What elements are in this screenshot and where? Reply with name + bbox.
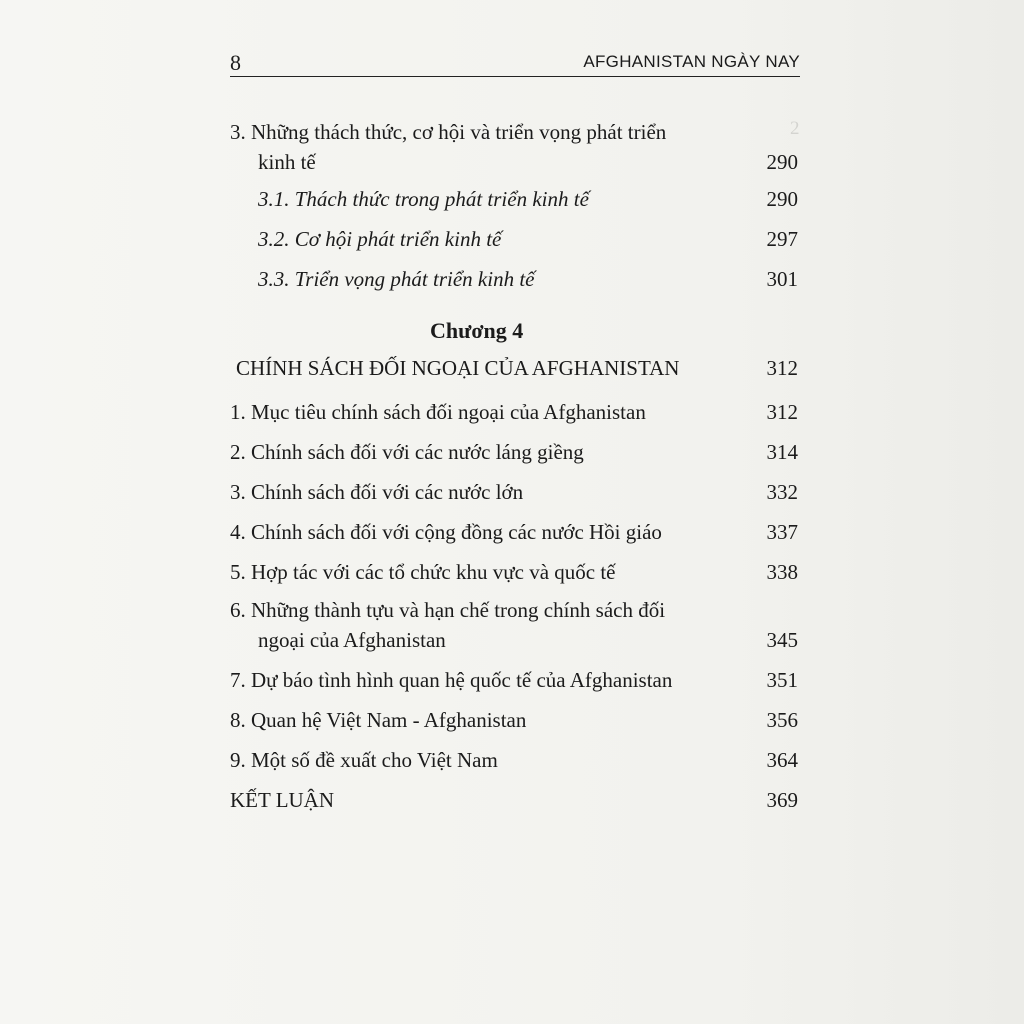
toc-page-number: 290 bbox=[766, 187, 798, 211]
toc-page-number: 297 bbox=[766, 227, 798, 251]
toc-entry-text: 5. Hợp tác với các tổ chức khu vực và quốc tế bbox=[230, 560, 616, 584]
toc-entry bbox=[0, 560, 1024, 594]
page-number: 8 bbox=[230, 50, 241, 75]
toc-entry bbox=[0, 598, 1024, 632]
toc-page-number: 314 bbox=[766, 440, 798, 464]
toc-page-number: 364 bbox=[766, 748, 798, 772]
toc-page-number: 345 bbox=[766, 628, 798, 652]
toc-page-number: 337 bbox=[766, 520, 798, 544]
page-header bbox=[230, 44, 800, 77]
chapter-title-row bbox=[0, 356, 1024, 390]
toc-entry-text: 1. Mục tiêu chính sách đối ngoại của Afghanistan bbox=[230, 400, 646, 424]
toc-entry-text: 6. Những thành tựu và hạn chế trong chính sách đối bbox=[230, 598, 666, 622]
toc-entry bbox=[0, 628, 1024, 662]
toc-entry bbox=[0, 668, 1024, 702]
toc-entry-text: 3. Chính sách đối với các nước lớn bbox=[230, 480, 524, 504]
toc-entry-text: 3. Những thách thức, cơ hội và triển vọng phát triển bbox=[230, 120, 667, 144]
chapter-title: CHÍNH SÁCH ĐỐI NGOẠI CỦA AFGHANISTAN bbox=[236, 356, 680, 380]
toc-subentry bbox=[0, 267, 1024, 301]
toc-entry-text: 7. Dự báo tình hình quan hệ quốc tế của Afghanistan bbox=[230, 668, 673, 692]
running-title: AFGHANISTAN NGÀY NAY bbox=[583, 52, 800, 71]
toc-page-number: 356 bbox=[766, 708, 798, 732]
toc-entry bbox=[0, 120, 1024, 154]
toc-page-number: 351 bbox=[766, 668, 798, 692]
toc-page-number: 312 bbox=[766, 400, 798, 424]
toc-subentry-text: 3.1. Thách thức trong phát triển kinh tế bbox=[258, 187, 589, 211]
toc-page-number: 338 bbox=[766, 560, 798, 584]
conclusion-title: KẾT LUẬN bbox=[230, 788, 335, 812]
toc-entry bbox=[0, 400, 1024, 434]
toc-entry bbox=[0, 708, 1024, 742]
toc-entry-text-continued: kinh tế bbox=[258, 150, 316, 174]
toc-entry-conclusion bbox=[0, 788, 1024, 822]
toc-entry bbox=[0, 440, 1024, 474]
toc-page-number: 369 bbox=[766, 788, 798, 812]
toc-page-number: 312 bbox=[766, 356, 798, 380]
toc-page-number: 290 bbox=[766, 150, 798, 174]
toc-entry-text: 8. Quan hệ Việt Nam - Afghanistan bbox=[230, 708, 527, 732]
toc-subentry-text: 3.3. Triển vọng phát triển kinh tế bbox=[258, 267, 535, 291]
bleed-through: 2 bbox=[790, 118, 800, 139]
toc-entry-text-continued: ngoại của Afghanistan bbox=[258, 628, 446, 652]
toc-entry bbox=[0, 748, 1024, 782]
toc-page-number: 301 bbox=[766, 267, 798, 291]
chapter-label: Chương 4 bbox=[430, 318, 524, 343]
toc-subentry bbox=[0, 227, 1024, 261]
toc-entry-text: 2. Chính sách đối với các nước láng giềng bbox=[230, 440, 584, 464]
toc-subentry-text: 3.2. Cơ hội phát triển kinh tế bbox=[258, 227, 502, 251]
toc-subentry bbox=[0, 187, 1024, 221]
toc-page-number: 332 bbox=[766, 480, 798, 504]
toc-entry-text: 9. Một số đề xuất cho Việt Nam bbox=[230, 748, 498, 772]
toc-entry-text: 4. Chính sách đối với cộng đồng các nước Hồi giáo bbox=[230, 520, 662, 544]
toc-entry bbox=[0, 520, 1024, 554]
toc-entry bbox=[0, 480, 1024, 514]
toc-entry bbox=[0, 150, 1024, 184]
